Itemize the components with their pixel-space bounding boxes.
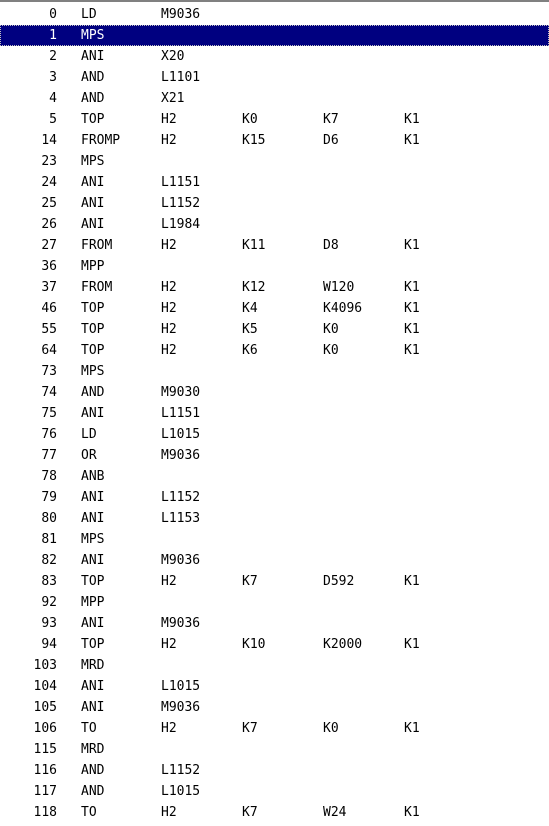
operand-3: K0	[323, 343, 339, 358]
operand-1: H2	[161, 343, 177, 358]
instruction-mnemonic: TOP	[81, 301, 105, 316]
operand-1: H2	[161, 133, 177, 148]
instruction-mnemonic: OR	[81, 448, 97, 463]
step-number: 25	[41, 196, 57, 211]
instruction-mnemonic: LD	[81, 7, 97, 22]
operand-2: K6	[242, 343, 258, 358]
instruction-mnemonic: TO	[81, 805, 97, 820]
step-number: 77	[41, 448, 57, 463]
operand-1: H2	[161, 280, 177, 295]
instruction-row[interactable]	[0, 739, 549, 760]
instruction-row[interactable]	[0, 466, 549, 487]
instruction-mnemonic: ANB	[81, 469, 105, 484]
instruction-row[interactable]	[0, 88, 549, 109]
step-number: 78	[41, 469, 57, 484]
instruction-row[interactable]	[0, 382, 549, 403]
instruction-mnemonic: ANI	[81, 406, 105, 421]
instruction-mnemonic: MPP	[81, 259, 105, 274]
instruction-mnemonic: TOP	[81, 637, 105, 652]
operand-1: L1153	[161, 511, 201, 526]
step-number: 75	[41, 406, 57, 421]
instruction-mnemonic: ANI	[81, 553, 105, 568]
instruction-row[interactable]	[0, 781, 549, 802]
instruction-row[interactable]	[0, 319, 549, 340]
instruction-mnemonic: ANI	[81, 616, 105, 631]
instruction-mnemonic: TOP	[81, 112, 105, 127]
instruction-row[interactable]	[0, 529, 549, 550]
operand-3: K2000	[323, 637, 363, 652]
step-number: 93	[41, 616, 57, 631]
operand-4: K1	[404, 343, 420, 358]
operand-2: K7	[242, 721, 258, 736]
step-number: 79	[41, 490, 57, 505]
instruction-mnemonic: MPS	[81, 154, 105, 169]
instruction-mnemonic: ANI	[81, 679, 105, 694]
operand-4: K1	[404, 301, 420, 316]
instruction-mnemonic: ANI	[81, 700, 105, 715]
step-number: 37	[41, 280, 57, 295]
instruction-row[interactable]	[0, 340, 549, 361]
step-number: 104	[33, 679, 57, 694]
step-number: 82	[41, 553, 57, 568]
operand-1: M9036	[161, 553, 201, 568]
operand-2: K12	[242, 280, 266, 295]
instruction-mnemonic: FROM	[81, 280, 113, 295]
operand-1: L1984	[161, 217, 201, 232]
step-number: 74	[41, 385, 57, 400]
step-number: 106	[33, 721, 57, 736]
operand-3: D8	[323, 238, 339, 253]
operand-1: L1152	[161, 490, 201, 505]
step-number: 94	[41, 637, 57, 652]
step-number: 46	[41, 301, 57, 316]
step-number: 55	[41, 322, 57, 337]
operand-2: K7	[242, 805, 258, 820]
operand-3: K0	[323, 322, 339, 337]
instruction-mnemonic: MPP	[81, 595, 105, 610]
instruction-row[interactable]	[0, 424, 549, 445]
instruction-row[interactable]	[0, 151, 549, 172]
operand-1: H2	[161, 721, 177, 736]
step-number: 115	[33, 742, 57, 757]
operand-1: L1151	[161, 406, 201, 421]
instruction-mnemonic: ANI	[81, 217, 105, 232]
step-number: 26	[41, 217, 57, 232]
instruction-row[interactable]	[0, 361, 549, 382]
instruction-mnemonic: AND	[81, 763, 105, 778]
operand-3: K4096	[323, 301, 363, 316]
operand-3: W24	[323, 805, 347, 820]
instruction-mnemonic: TOP	[81, 322, 105, 337]
instruction-row[interactable]	[0, 445, 549, 466]
instruction-mnemonic: AND	[81, 70, 105, 85]
instruction-row[interactable]	[0, 802, 549, 823]
step-number: 3	[49, 70, 57, 85]
operand-1: X21	[161, 91, 185, 106]
step-number: 80	[41, 511, 57, 526]
operand-3: D6	[323, 133, 339, 148]
operand-3: K7	[323, 112, 339, 127]
step-number: 83	[41, 574, 57, 589]
instruction-mnemonic: MPS	[81, 532, 105, 547]
step-number: 5	[49, 112, 57, 127]
instruction-mnemonic: ANI	[81, 49, 105, 64]
step-number: 116	[33, 763, 57, 778]
instruction-mnemonic: MPS	[81, 364, 105, 379]
operand-4: K1	[404, 637, 420, 652]
operand-2: K10	[242, 637, 266, 652]
operand-1: L1015	[161, 427, 201, 442]
operand-1: L1152	[161, 196, 201, 211]
step-number: 0	[49, 7, 57, 22]
step-number: 117	[33, 784, 57, 799]
operand-4: K1	[404, 721, 420, 736]
operand-2: K7	[242, 574, 258, 589]
operand-4: K1	[404, 133, 420, 148]
instruction-row[interactable]	[0, 571, 549, 592]
instruction-row[interactable]	[0, 235, 549, 256]
operand-2: K0	[242, 112, 258, 127]
instruction-mnemonic: FROMP	[81, 133, 121, 148]
step-number: 2	[49, 49, 57, 64]
instruction-row[interactable]	[0, 613, 549, 634]
instruction-row[interactable]	[0, 655, 549, 676]
operand-2: K15	[242, 133, 266, 148]
operand-4: K1	[404, 805, 420, 820]
instruction-row[interactable]	[0, 550, 549, 571]
instruction-row[interactable]	[0, 592, 549, 613]
operand-1: L1101	[161, 70, 201, 85]
step-number: 24	[41, 175, 57, 190]
step-number: 103	[33, 658, 57, 673]
operand-2: K11	[242, 238, 266, 253]
instruction-row[interactable]	[0, 508, 549, 529]
instruction-mnemonic: AND	[81, 385, 105, 400]
step-number: 105	[33, 700, 57, 715]
instruction-row[interactable]	[0, 277, 549, 298]
instruction-mnemonic: FROM	[81, 238, 113, 253]
instruction-row[interactable]	[0, 130, 549, 151]
operand-1: H2	[161, 301, 177, 316]
operand-1: M9036	[161, 700, 201, 715]
instruction-mnemonic: ANI	[81, 511, 105, 526]
operand-1: M9036	[161, 616, 201, 631]
operand-3: W120	[323, 280, 355, 295]
operand-3: D592	[323, 574, 355, 589]
instruction-row[interactable]	[0, 403, 549, 424]
instruction-mnemonic: MRD	[81, 742, 105, 757]
operand-4: K1	[404, 280, 420, 295]
operand-4: K1	[404, 112, 420, 127]
instruction-mnemonic: TOP	[81, 574, 105, 589]
operand-1: L1015	[161, 784, 201, 799]
step-number: 81	[41, 532, 57, 547]
instruction-row[interactable]	[0, 4, 549, 25]
step-number: 14	[41, 133, 57, 148]
top-border	[0, 0, 549, 2]
operand-4: K1	[404, 574, 420, 589]
instruction-row[interactable]	[0, 214, 549, 235]
operand-1: H2	[161, 805, 177, 820]
operand-1: H2	[161, 637, 177, 652]
selected-instruction-row[interactable]	[0, 25, 549, 46]
step-number: 4	[49, 91, 57, 106]
instruction-mnemonic: MPS	[81, 28, 105, 43]
instruction-row[interactable]	[0, 193, 549, 214]
operand-1: M9030	[161, 385, 201, 400]
operand-1: L1151	[161, 175, 201, 190]
instruction-row[interactable]	[0, 109, 549, 130]
instruction-mnemonic: ANI	[81, 196, 105, 211]
operand-1: M9036	[161, 448, 201, 463]
operand-4: K1	[404, 322, 420, 337]
step-number: 118	[33, 805, 57, 820]
operand-1: H2	[161, 574, 177, 589]
instruction-mnemonic: ANI	[81, 490, 105, 505]
instruction-row[interactable]	[0, 676, 549, 697]
instruction-row[interactable]	[0, 487, 549, 508]
instruction-row[interactable]	[0, 172, 549, 193]
operand-3: K0	[323, 721, 339, 736]
operand-1: L1152	[161, 763, 201, 778]
step-number: 64	[41, 343, 57, 358]
operand-1: L1015	[161, 679, 201, 694]
operand-2: K5	[242, 322, 258, 337]
instruction-mnemonic: LD	[81, 427, 97, 442]
instruction-row[interactable]	[0, 634, 549, 655]
instruction-row[interactable]	[0, 697, 549, 718]
step-number: 1	[49, 28, 57, 43]
instruction-row[interactable]	[0, 67, 549, 88]
instruction-row[interactable]	[0, 46, 549, 67]
operand-1: H2	[161, 238, 177, 253]
operand-4: K1	[404, 238, 420, 253]
operand-1: H2	[161, 322, 177, 337]
instruction-row[interactable]	[0, 718, 549, 739]
step-number: 27	[41, 238, 57, 253]
instruction-mnemonic: AND	[81, 91, 105, 106]
instruction-list[interactable]	[0, 4, 549, 823]
operand-1: M9036	[161, 7, 201, 22]
operand-2: K4	[242, 301, 258, 316]
step-number: 92	[41, 595, 57, 610]
instruction-row[interactable]	[0, 298, 549, 319]
instruction-mnemonic: TO	[81, 721, 97, 736]
step-number: 73	[41, 364, 57, 379]
step-number: 23	[41, 154, 57, 169]
instruction-mnemonic: ANI	[81, 175, 105, 190]
instruction-mnemonic: MRD	[81, 658, 105, 673]
instruction-row[interactable]	[0, 760, 549, 781]
operand-1: X20	[161, 49, 185, 64]
instruction-row[interactable]	[0, 256, 549, 277]
instruction-mnemonic: TOP	[81, 343, 105, 358]
step-number: 76	[41, 427, 57, 442]
operand-1: H2	[161, 112, 177, 127]
step-number: 36	[41, 259, 57, 274]
instruction-mnemonic: AND	[81, 784, 105, 799]
